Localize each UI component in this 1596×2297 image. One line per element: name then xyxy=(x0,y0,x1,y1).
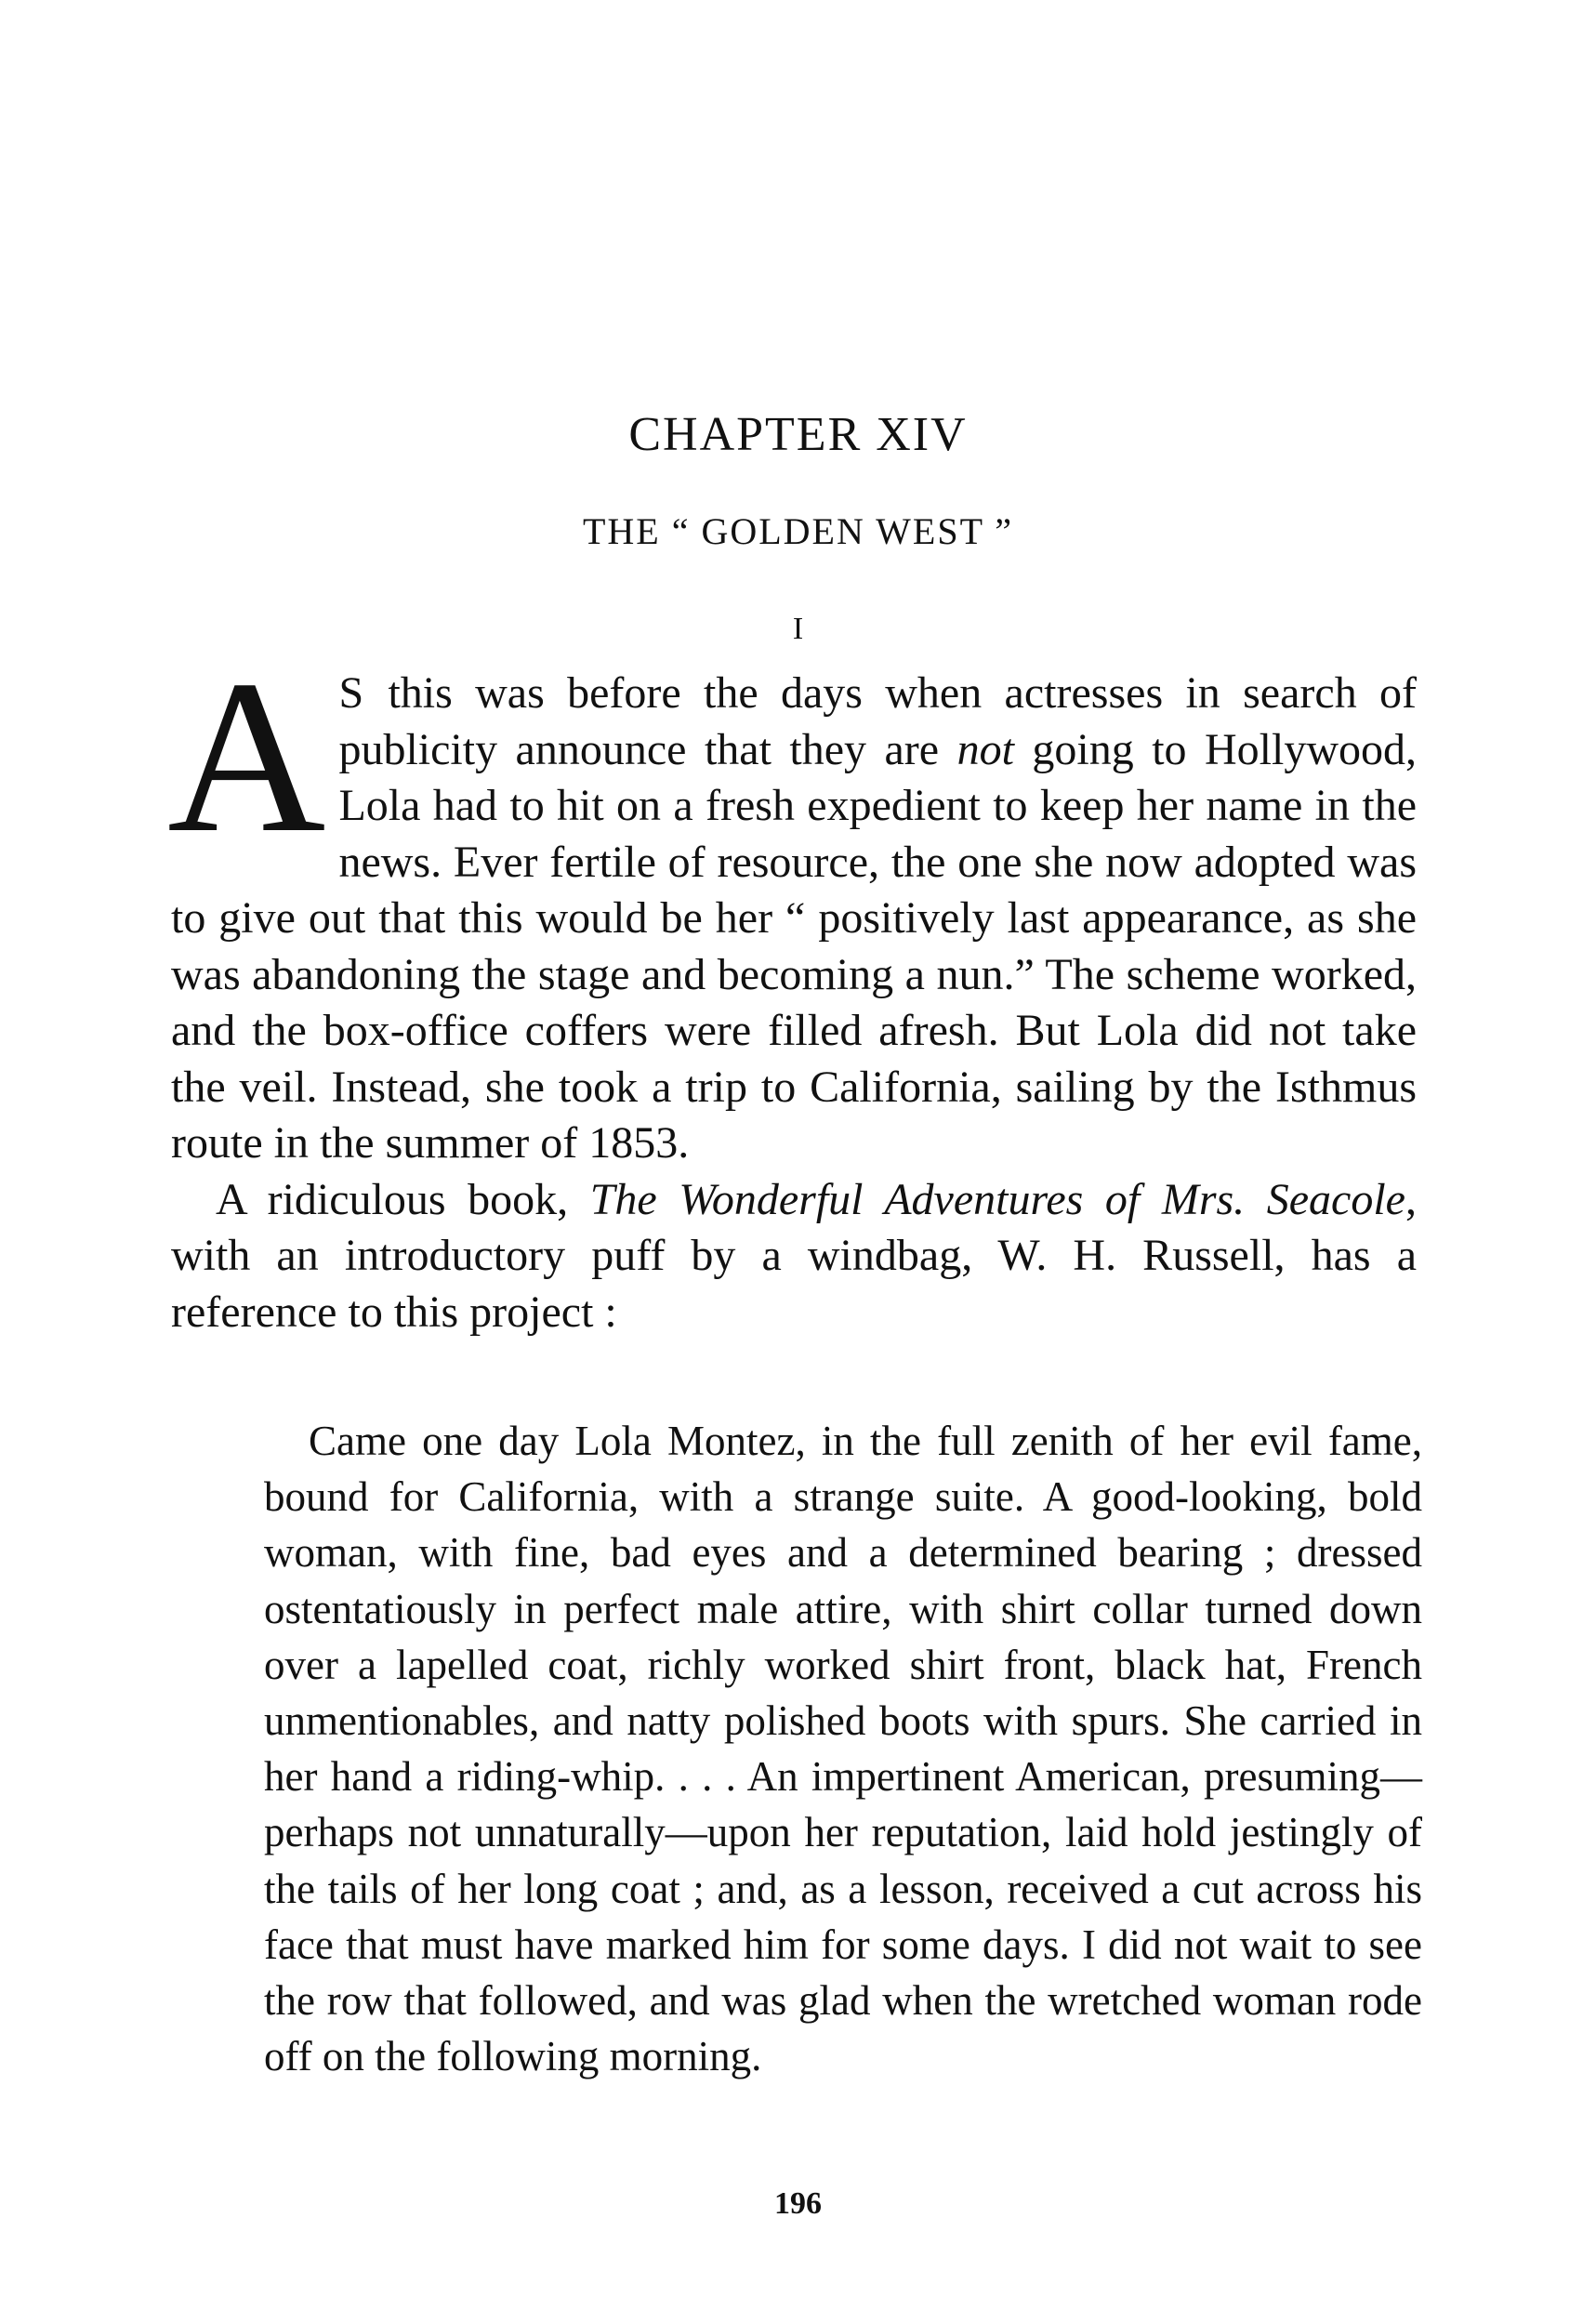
lead-caps: S xyxy=(338,668,366,718)
drop-cap: A xyxy=(167,636,326,878)
paragraph-1-text-b: going to Hollywood, Lola had to hit on a fresh expedient to keep her name in the news. Ever fertile of resource, the one she now adopted was to give out that this would be her “ positively last appearance, as she was abandoning the stage and becoming a nun.” The scheme worked, and the box-office coffers were filled afresh. But Lola did not take the veil. Instead, she took a trip to California, sailing by the Isthmus route in the summer of 1853. xyxy=(171,724,1418,1168)
paragraph-1-text-a: this was before the days when actresses in search of publicity announce that they are xyxy=(338,668,1417,774)
page-number: 196 xyxy=(774,2186,822,2221)
paragraph-2 xyxy=(171,1172,1417,1341)
block-quote xyxy=(264,1413,1422,2084)
paragraph-1 xyxy=(167,636,1418,1172)
body-text xyxy=(167,636,1418,1340)
paragraph-2-text-b: , with an introductory puff by a windbag, W. H. Russell, has a reference to this project : xyxy=(171,1174,1417,1337)
section-number: I xyxy=(792,612,804,646)
paragraph-2-text-a: A ridiculous book, xyxy=(216,1174,590,1224)
chapter-number: CHAPTER XIV xyxy=(628,408,968,461)
chapter-title: THE “ GOLDEN WEST ” xyxy=(582,510,1014,552)
book-title: The Wonderful Adventures of Mrs. Seacole xyxy=(589,1174,1405,1224)
paragraph-1-emphasis: not xyxy=(956,724,1014,774)
quote-text: Came one day Lola Montez, in the full zenith of her evil fame, bound for California, with a strange suite. A good-looking, bold woman, with fine, bad eyes and a determined bearing ; dressed ostentatiously in perfect male attire, with shirt collar turned down over a lapelled coat, richly worked shirt front, black hat, French unmentionables, and natty polished boots with spurs. She carried in her hand a riding-whip. . . . An impertinent American, presuming—perhaps not unnaturally—upon her reputation, laid hold jestingly of the tails of her long coat ; and, as a lesson, received a cut across his face that must have marked him for some days. I did not wait to see the row that followed, and was glad when the wretched woman rode off on the following morning. xyxy=(264,1418,1422,2080)
